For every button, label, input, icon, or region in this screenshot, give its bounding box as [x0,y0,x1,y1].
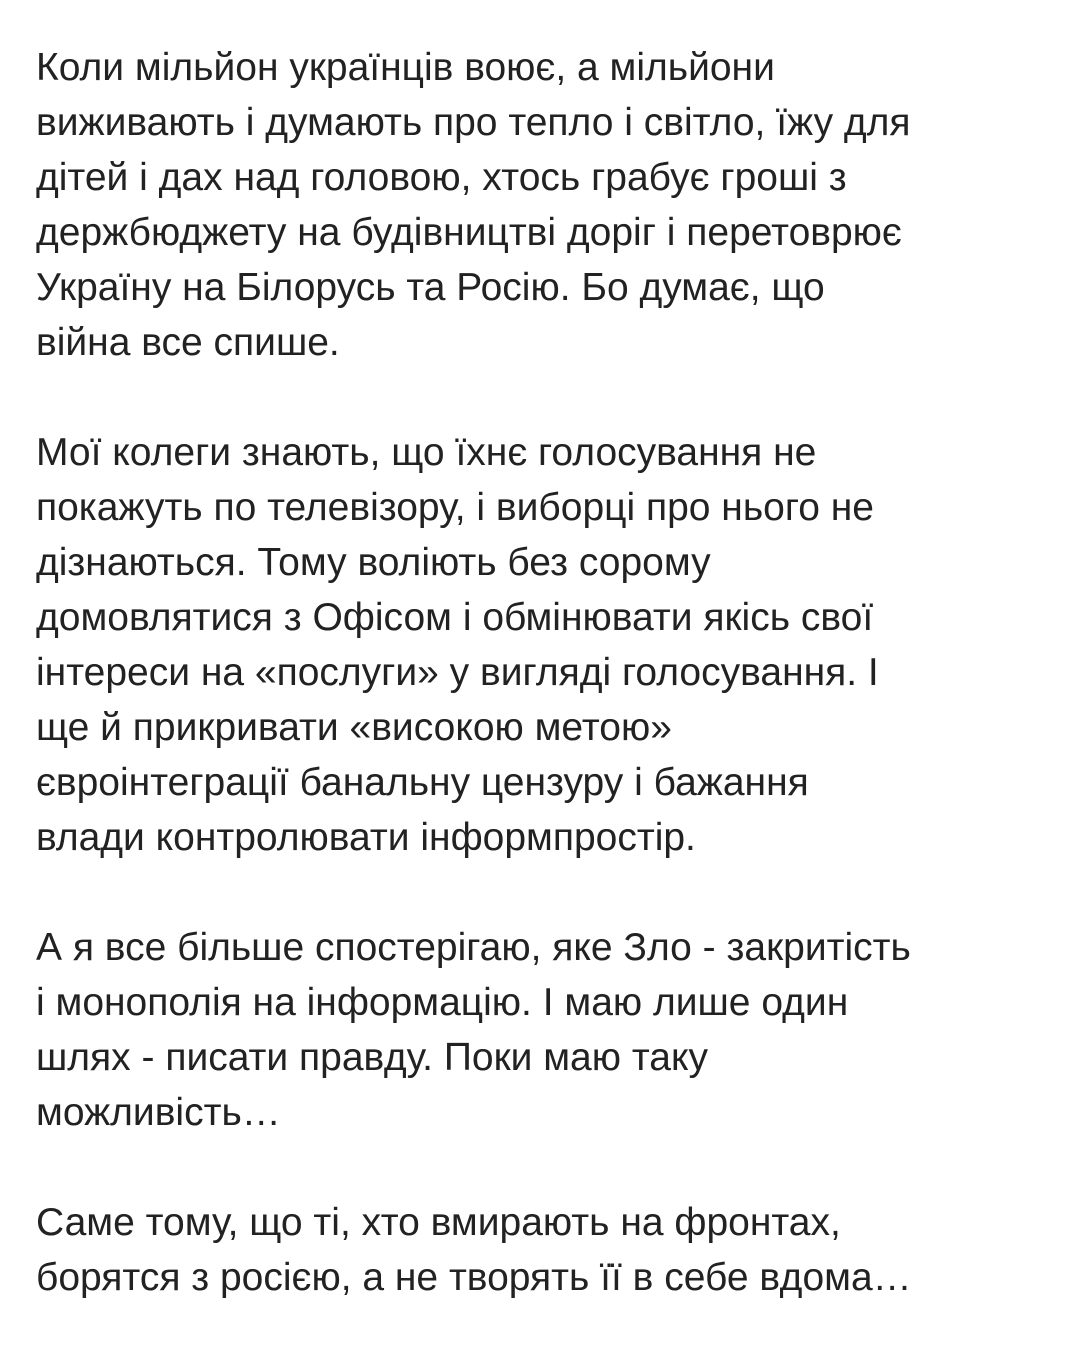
post-text-line: шлях - писати правду. Поки маю таку [36,1036,708,1079]
post-paragraph-2 [36,425,1056,865]
post-text-line: А я все більше спостерігаю, яке Зло - закритість [36,926,911,969]
post-body [36,40,1056,1305]
post-text-line: виживають і думають про тепло і світло, їжу для [36,101,911,144]
post-text-line: дізнаються. Тому воліють без сорому [36,541,711,584]
post-text-line: Україну на Білорусь та Росію. Бо думає, що [36,266,825,309]
post-text-line: інтереси на «послуги» у вигляді голосування. І [36,651,879,694]
post-text-line: домовлятися з Офісом і обмінювати якісь свої [36,596,874,639]
post-paragraph-3 [36,920,1056,1140]
post-text-line: Коли мільйон українців воює, а мільйони [36,46,775,89]
post-text-line: ще й прикривати «високою метою» [36,706,672,749]
post-text-line: держбюджету на будівництві доріг і перетоврює [36,211,902,254]
post-text-line: дітей і дах над головою, хтось грабує гроші з [36,156,847,199]
post-paragraph-4 [36,1195,1056,1305]
post-text-line: війна все спише. [36,321,340,364]
post-text-line: євроінтеграції банальну цензуру і бажання [36,761,809,804]
post-text-line: борятся з росією, а не творять її в себе вдома… [36,1256,912,1299]
post-text-line: Саме тому, що ті, хто вмирають на фронтах, [36,1201,841,1244]
post-text-line: Мої колеги знають, що їхнє голосування не [36,431,817,474]
post-text-line: покажуть по телевізору, і виборці про нього не [36,486,874,529]
post-text-line: можливість… [36,1091,281,1134]
post-text-line: влади контролювати інформпростір. [36,816,696,859]
post-text-line: і монополія на інформацію. І маю лише один [36,981,849,1024]
post-paragraph-1 [36,40,1056,370]
